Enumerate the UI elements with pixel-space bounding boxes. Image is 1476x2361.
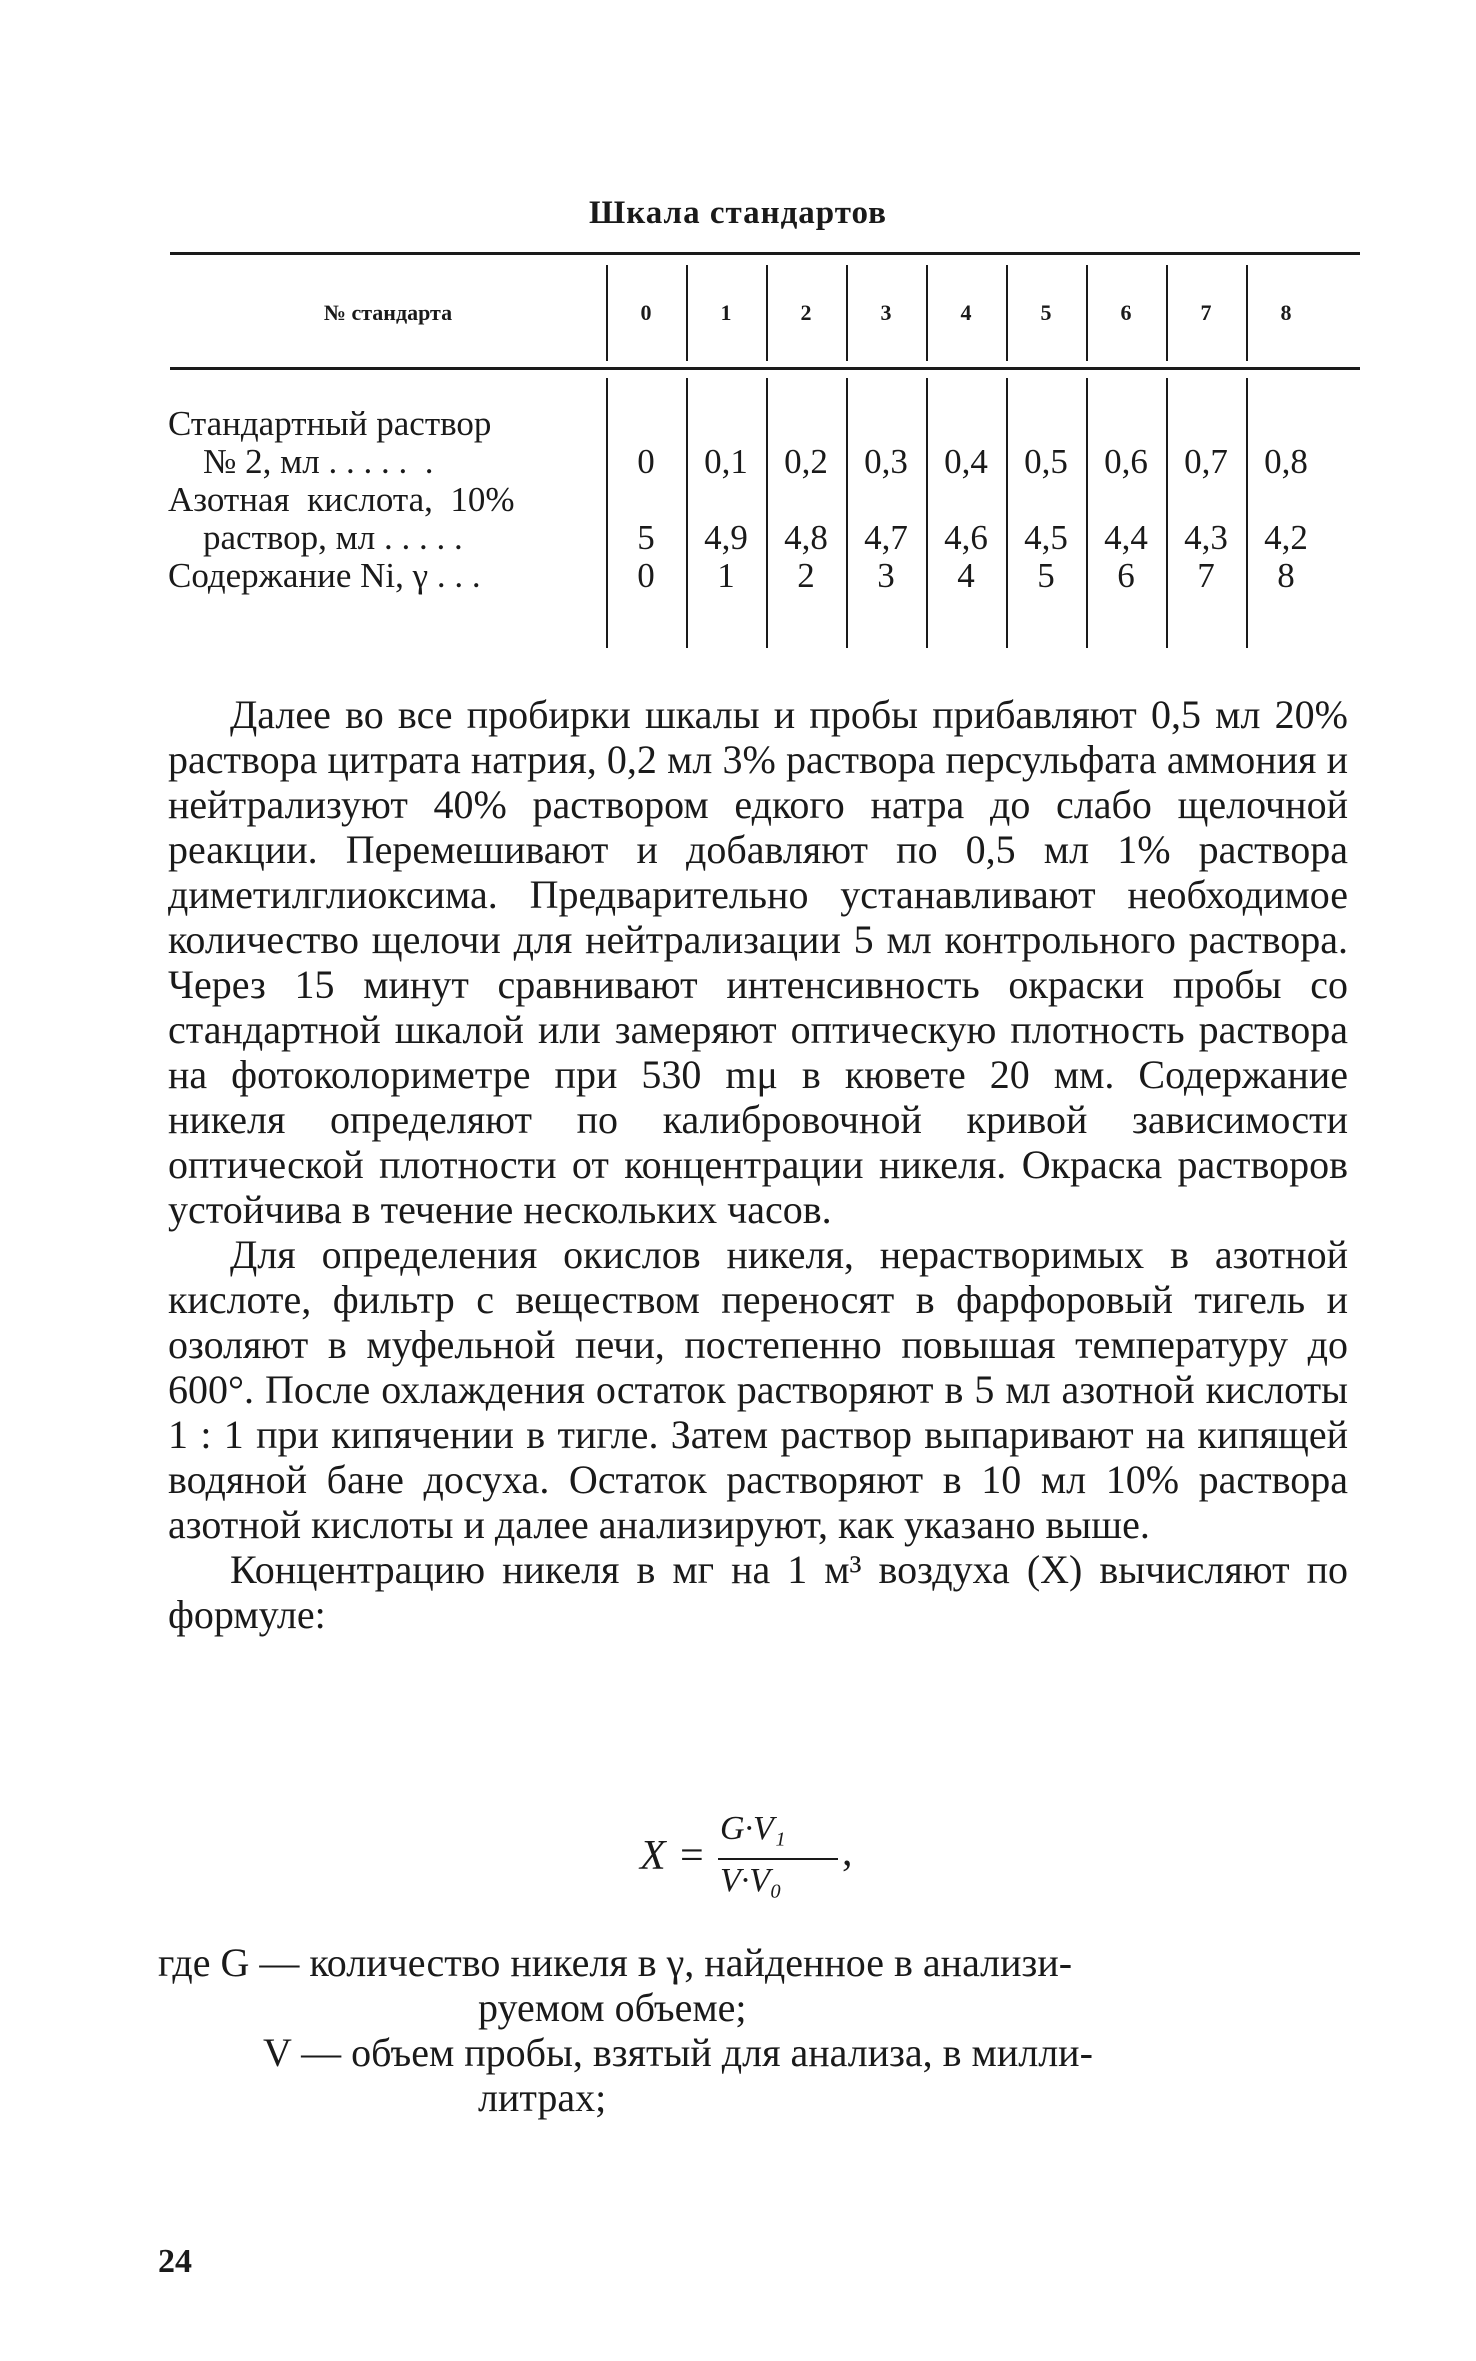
table-cell: 0 [637,442,655,481]
column-header: 0 [640,300,652,325]
paragraph: Далее во все пробирки шкалы и пробы прибавляют 0,5 мл 20% раствора цитрата натрия, 0,2 мл 3% раствора персульфата аммония и нейтрализуют 40% раствором едкого натра до слабо щелочной реакции. Перемешивают и добавляют по 0,5 мл 1% раствора диметилглиоксима. Предварительно устанавливают необходимое количество щелочи для нейтрализации 5 мл контрольного раствора. Через 15 минут сравнивают интенсивность окраски пробы со стандартной шкалой или замеряют оптическую плотность раствора на фотоколориметре при 530 mμ в кювете 20 мм. Содержание никеля определяют по калибровочной кривой зависимости оптической плотности от концентрации никеля. Окраска растворов устойчива в течение нескольких часов. [168,692,1348,1232]
table-cell: 2 [797,556,815,595]
table-cell: 4,9 [704,518,748,557]
table-cell: 4,2 [1264,518,1308,557]
table-cell: 0,3 [864,442,908,481]
table-cell: 0 [637,556,655,595]
table-cell: 5 [1037,556,1055,595]
table-cell: 0,1 [704,442,748,481]
column-separator [1006,265,1008,361]
definition-line: литрах; [478,2075,607,2120]
column-separator [686,265,688,361]
row-label-line: раствор, мл . . . . . [203,518,463,557]
column-header: 5 [1040,300,1052,325]
table-cell: 5 [637,518,655,557]
column-separator [686,378,688,648]
table-cell: 4,3 [1184,518,1228,557]
column-separator [1166,265,1168,361]
column-separator [766,265,768,361]
table-cell: 0,6 [1104,442,1148,481]
column-separator [926,378,928,648]
table-cell: 0,4 [944,442,988,481]
column-header: 6 [1120,300,1132,325]
table-cell: 4,4 [1104,518,1148,557]
table-cell: 0,8 [1264,442,1308,481]
column-header: 7 [1200,300,1212,325]
definition-line: V — объем пробы, взятый для анализа, в милли- [263,2030,1093,2075]
table-cell: 8 [1277,556,1295,595]
table-top-rule [170,252,1360,255]
formula-denominator: V·V₀ [720,1862,782,1899]
column-header: 4 [960,300,972,325]
column-separator [1006,378,1008,648]
table-cell: 6 [1117,556,1135,595]
table-cell: 4,7 [864,518,908,557]
table-title: Шкала стандартов [589,195,887,231]
definition-line: где G — количество никеля в γ, найденное в анализи- [158,1940,1073,1985]
column-separator [766,378,768,648]
table-cell: 0,7 [1184,442,1228,481]
table-cell: 3 [877,556,895,595]
column-separator [1246,265,1248,361]
table-cell: 0,5 [1024,442,1068,481]
column-header: 3 [880,300,892,325]
column-separator [1166,378,1168,648]
table-cell: 4,8 [784,518,828,557]
column-separator [1246,378,1248,648]
column-separator [926,265,928,361]
column-separator [606,265,608,361]
formula-numerator: G·V₁ [720,1810,786,1847]
table-cell: 0,2 [784,442,828,481]
paragraph: Концентрацию никеля в мг на 1 м³ воздуха (X) вычисляют по формуле: [168,1547,1348,1637]
table-cell: 4,6 [944,518,988,557]
table-cell: 1 [717,556,735,595]
definition-line: руемом объеме; [478,1985,747,2030]
table-cell: 7 [1197,556,1215,595]
column-header: 2 [800,300,812,325]
table-header-rule [170,367,1360,370]
formula-lhs: X [640,1833,666,1879]
row-label-line: № 2, мл . . . . . . [203,442,434,481]
table-cell: 4 [957,556,975,595]
column-separator [846,265,848,361]
row-label-line: Содержание Ni, γ . . . [168,556,481,595]
paragraph: Для определения окислов никеля, нерастворимых в азотной кислоте, фильтр с веществом переносят в фарфоровый тигель и озоляют в муфельной печи, постепенно повышая температуру до 600°. После охлаждения остаток растворяют в 5 мл азотной кислоты 1 : 1 при кипячении в тигле. Затем раствор выпаривают на кипящей водяной бане досуха. Остаток растворяют в 10 мл 10% раствора азотной кислоты и далее анализируют, как указано выше. [168,1232,1348,1547]
column-header: 8 [1280,300,1292,325]
fraction-bar [718,1858,838,1860]
table-cell: 4,5 [1024,518,1068,557]
column-separator [1086,378,1088,648]
column-separator [606,378,608,648]
body-text [168,692,1348,1637]
page-number: 24 [158,2243,192,2280]
formula-comma: , [842,1829,853,1875]
column-separator [1086,265,1088,361]
column-separator [846,378,848,648]
row-label-line: Азотная кислота, 10% [168,480,515,519]
table-header-label: № стандарта [323,300,453,325]
formula-equals: = [680,1833,704,1879]
column-header: 1 [720,300,732,325]
row-label-line: Стандартный раствор [168,404,492,443]
